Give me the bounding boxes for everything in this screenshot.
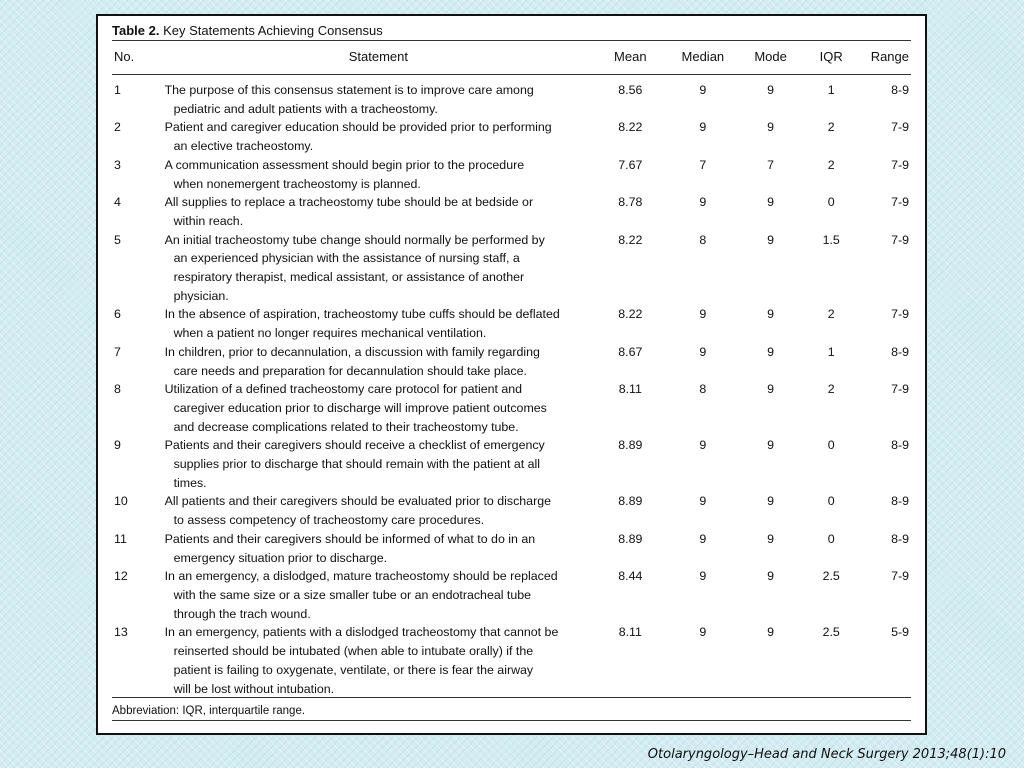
statement-line: An initial tracheostomy tube change should normally be performed by	[164, 232, 545, 247]
cell-mean: 8.22	[618, 232, 643, 247]
cell-mean: 8.11	[618, 625, 642, 640]
cell-no: 9	[114, 438, 121, 453]
statement-line: reinserted should be intubated (when able to intubate orally) if the	[173, 644, 534, 659]
cell-statement	[165, 343, 593, 380]
cell-no: 13	[114, 625, 128, 640]
cell-no: 4	[114, 195, 121, 210]
table-row	[112, 118, 911, 155]
statement-line: All patients and their caregivers should be evaluated prior to discharge	[164, 494, 551, 509]
statement-line: Utilization of a defined tracheostomy care protocol for patient and	[164, 382, 523, 397]
cell-iqr: 1	[827, 344, 835, 359]
table-footnote: Abbreviation: IQR, interquartile range.	[112, 705, 306, 717]
table-row	[112, 81, 911, 118]
cell-mode: 9	[767, 438, 775, 453]
cell-mode: 9	[767, 531, 775, 546]
cell-mode: 9	[767, 569, 775, 584]
cell-median: 9	[699, 569, 707, 584]
cell-iqr: 2.5	[822, 569, 840, 584]
statement-line: within reach.	[173, 213, 244, 228]
cell-range: 8-9	[891, 83, 909, 97]
statement-line: Patients and their caregivers should receive a checklist of emergency	[164, 438, 545, 453]
statement-line: pediatric and adult patients with a tracheostomy.	[173, 101, 438, 116]
header-range: Range	[870, 49, 909, 64]
cell-iqr: 2	[827, 157, 835, 172]
cell-mean: 8.67	[618, 344, 643, 359]
table-row	[112, 623, 911, 698]
statement-line: All supplies to replace a tracheostomy tube should be at bedside or	[164, 195, 534, 210]
statement-line: In an emergency, a dislodged, mature tracheostomy should be replaced	[164, 569, 558, 584]
cell-mean: 8.22	[618, 120, 643, 135]
cell-median: 8	[699, 382, 707, 397]
cell-mode: 9	[767, 625, 775, 640]
cell-median: 7	[699, 157, 707, 172]
statement-line: with the same size or a size smaller tube or an endotracheal tube	[173, 587, 532, 602]
statement-line: physician.	[173, 288, 229, 303]
cell-statement	[165, 436, 593, 492]
cell-mean: 8.56	[618, 83, 643, 97]
cell-mean: 8.89	[618, 438, 643, 453]
table-body	[112, 75, 911, 697]
statement-line: Patients and their caregivers should be informed of what to do in an	[164, 531, 536, 546]
cell-statement	[165, 380, 593, 436]
statement-line: to assess competency of tracheostomy care procedures.	[173, 513, 485, 528]
statement-line: The purpose of this consensus statement is to improve care among	[164, 83, 534, 97]
statement-line: through the trach wound.	[173, 606, 311, 621]
cell-iqr: 2	[827, 382, 835, 397]
cell-median: 9	[699, 195, 707, 210]
header-statement: Statement	[348, 49, 408, 64]
statement-line: In children, prior to decannulation, a discussion with family regarding	[164, 344, 540, 359]
cell-median: 9	[699, 307, 707, 322]
table-row	[112, 156, 911, 193]
citation: Otolaryngology–Head and Neck Surgery 2013;48(1):10	[647, 747, 1006, 762]
header-mode: Mode	[754, 49, 787, 64]
statement-line: supplies prior to discharge that should remain with the patient at all	[173, 457, 540, 472]
cell-median: 8	[699, 232, 707, 247]
statement-line: an experienced physician with the assistance of nursing staff, a	[173, 251, 520, 266]
table-caption	[112, 21, 911, 41]
cell-no: 1	[114, 83, 121, 97]
statement-line: In the absence of aspiration, tracheostomy tube cuffs should be deflated	[164, 307, 560, 322]
statement-line: an elective tracheostomy.	[173, 139, 314, 154]
cell-mode: 9	[767, 307, 775, 322]
cell-mode: 9	[767, 195, 775, 210]
table-row	[112, 567, 911, 623]
table-row	[112, 436, 911, 492]
cell-no: 6	[114, 307, 121, 322]
cell-no: 5	[114, 232, 121, 247]
statement-line: In an emergency, patients with a dislodged tracheostomy that cannot be	[164, 625, 559, 640]
cell-median: 9	[699, 344, 707, 359]
cell-range: 7-9	[891, 232, 909, 247]
table-header-row	[112, 41, 911, 75]
cell-range: 8-9	[891, 344, 909, 359]
statement-line: patient is failing to oxygenate, ventilate, or there is fear the airway	[173, 662, 534, 677]
cell-statement	[165, 156, 593, 193]
cell-iqr: 0	[827, 531, 835, 546]
cell-range: 8-9	[891, 531, 909, 546]
cell-no: 10	[114, 494, 128, 509]
table-figure	[96, 14, 927, 735]
cell-mode: 9	[767, 344, 775, 359]
cell-iqr: 0	[827, 438, 835, 453]
table-row	[112, 193, 911, 230]
statement-line: when nonemergent tracheostomy is planned.	[173, 176, 421, 191]
cell-mean: 8.78	[618, 195, 643, 210]
cell-statement	[165, 231, 593, 306]
cell-iqr: 0	[827, 494, 835, 509]
cell-no: 11	[114, 531, 127, 546]
statement-line: emergency situation prior to discharge.	[173, 550, 388, 565]
table-label: Table 2.	[112, 23, 160, 38]
cell-range: 7-9	[891, 569, 909, 584]
cell-mean: 8.89	[618, 494, 643, 509]
statement-line: respiratory therapist, medical assistant, or assistance of another	[173, 270, 525, 285]
cell-median: 9	[699, 120, 707, 135]
cell-median: 9	[699, 494, 707, 509]
cell-iqr: 2.5	[822, 625, 840, 640]
statement-line: and decrease complications related to their tracheostomy tube.	[173, 419, 519, 434]
footnote-rule	[112, 720, 911, 721]
cell-range: 7-9	[891, 120, 909, 135]
cell-median: 9	[699, 83, 707, 97]
table-row	[112, 492, 911, 529]
statement-line: caregiver education prior to discharge will improve patient outcomes	[173, 400, 547, 415]
statement-line: care needs and preparation for decannulation should take place.	[173, 363, 527, 378]
cell-mode: 9	[767, 382, 775, 397]
cell-mean: 8.11	[618, 382, 642, 397]
statement-line: A communication assessment should begin prior to the procedure	[164, 157, 525, 172]
cell-statement	[165, 305, 593, 342]
cell-iqr: 2	[827, 120, 835, 135]
statement-line: Patient and caregiver education should be provided prior to performing	[164, 120, 552, 135]
cell-mean: 8.44	[618, 569, 643, 584]
cell-mean: 8.89	[618, 531, 643, 546]
cell-iqr: 0	[827, 195, 835, 210]
cell-iqr: 1.5	[822, 232, 840, 247]
cell-mode: 9	[767, 232, 775, 247]
cell-mode: 9	[767, 120, 775, 135]
cell-mode: 9	[767, 83, 775, 97]
cell-statement	[165, 530, 593, 567]
cell-statement	[165, 623, 593, 698]
table-row	[112, 343, 911, 380]
cell-range: 8-9	[891, 494, 909, 509]
cell-no: 12	[114, 569, 128, 584]
cell-no: 2	[114, 120, 121, 135]
cell-iqr: 2	[827, 307, 835, 322]
statement-line: times.	[173, 475, 207, 490]
table-row	[112, 305, 911, 342]
table-title: Key Statements Achieving Consensus	[163, 23, 383, 38]
cell-iqr: 1	[827, 83, 835, 97]
cell-no: 8	[114, 382, 121, 397]
cell-mode: 9	[767, 494, 775, 509]
header-mean: Mean	[614, 49, 647, 64]
cell-range: 7-9	[891, 382, 909, 397]
cell-statement	[165, 193, 593, 230]
cell-median: 9	[699, 625, 707, 640]
header-median: Median	[681, 49, 725, 64]
cell-no: 7	[114, 344, 121, 359]
header-no: No.	[114, 49, 135, 64]
cell-median: 9	[699, 438, 707, 453]
cell-statement	[165, 118, 593, 155]
table-row	[112, 231, 911, 306]
cell-range: 5-9	[891, 625, 909, 640]
cell-mean: 7.67	[618, 157, 643, 172]
statement-line: will be lost without intubation.	[173, 681, 335, 696]
cell-range: 7-9	[891, 195, 909, 210]
cell-range: 7-9	[891, 307, 909, 322]
cell-statement	[165, 492, 593, 529]
cell-median: 9	[699, 531, 707, 546]
cell-range: 7-9	[891, 157, 909, 172]
table-row	[112, 530, 911, 567]
cell-mean: 8.22	[618, 307, 643, 322]
cell-mode: 7	[767, 157, 775, 172]
header-iqr: IQR	[819, 49, 843, 64]
statement-line: when a patient no longer requires mechanical ventilation.	[173, 326, 487, 341]
cell-statement	[165, 567, 593, 623]
cell-statement	[165, 81, 593, 118]
cell-no: 3	[114, 157, 121, 172]
table-row	[112, 380, 911, 436]
cell-range: 8-9	[891, 438, 909, 453]
